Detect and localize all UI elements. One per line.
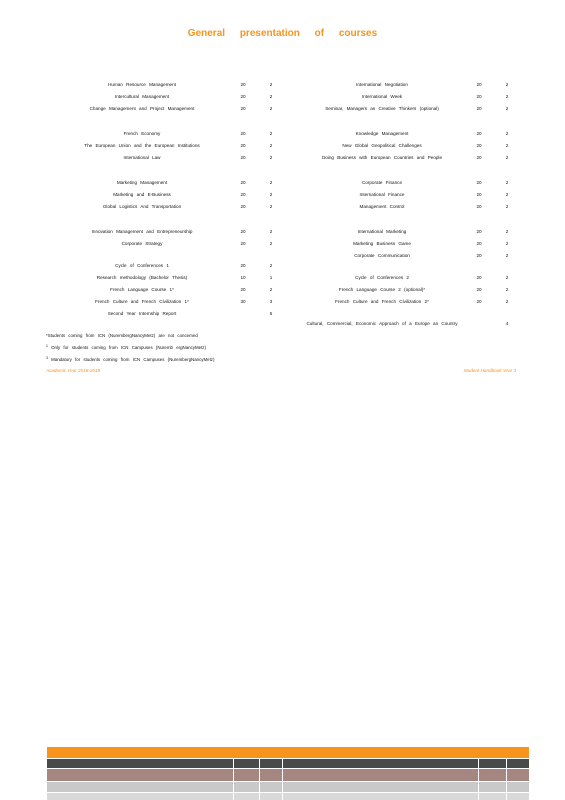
course-name: French Language Course 1* <box>110 287 174 292</box>
course-name: Research methodology (Bachelor Thesis) <box>96 275 188 280</box>
course-hours: 20 <box>476 192 482 197</box>
course-hours: 20 <box>476 155 482 160</box>
course-credits: 2 <box>505 192 509 197</box>
footnote-text: Mandatory for students coming from ICN Campuses (NurembergNancyMetz) <box>51 357 215 362</box>
course-credits: 4 <box>505 321 509 326</box>
table-row <box>47 769 529 781</box>
course-credits: 2 <box>505 131 509 136</box>
course-hours: 20 <box>476 275 482 280</box>
table-row <box>300 91 520 103</box>
course-name: Corporate Strategy <box>121 241 163 246</box>
course-hours: 20 <box>476 106 482 111</box>
table-row <box>300 226 520 238</box>
course-credits: 2 <box>269 229 273 234</box>
course-name: International Marketing <box>357 229 407 234</box>
table-row <box>47 793 529 800</box>
table-row <box>300 140 520 152</box>
course-name: Cycle of Conferences 2 <box>355 275 409 280</box>
course-name: The European Union and the European Institutions <box>84 143 200 148</box>
course-hours: 20 <box>476 82 482 87</box>
course-hours: 20 <box>476 299 482 304</box>
course-hours <box>228 308 258 320</box>
course-name: Knowledge Management <box>355 131 409 136</box>
course-name: International Finance <box>359 192 405 197</box>
column-divider <box>233 759 234 800</box>
course-credits: 2 <box>505 299 509 304</box>
course-credits: 2 <box>269 263 273 268</box>
table-row <box>56 201 284 213</box>
course-hours: 20 <box>240 204 246 209</box>
course-name: Marketing and E-Business <box>113 192 171 197</box>
course-credits: 2 <box>505 253 509 258</box>
table-row <box>56 296 284 308</box>
table-header-bar <box>47 747 529 758</box>
course-name: Intercultural Management <box>114 94 170 99</box>
table-row <box>56 91 284 103</box>
footer-handbook: Student Handbook Year 3 <box>463 368 516 373</box>
course-hours: 20 <box>476 287 482 292</box>
course-name: Doing Business with European Countries and People <box>321 155 443 160</box>
table-row <box>56 177 284 189</box>
course-hours: 20 <box>240 287 246 292</box>
course-name: French Economy <box>123 131 161 136</box>
column-divider <box>282 759 283 800</box>
footnotes <box>46 330 214 365</box>
table-row <box>56 284 284 296</box>
course-hours: 20 <box>476 180 482 185</box>
course-name: French Language Course 2 (optional)* <box>338 287 426 292</box>
course-hours <box>464 318 494 330</box>
course-credits: 2 <box>269 106 273 111</box>
course-hours: 20 <box>476 204 482 209</box>
table-row <box>56 260 284 272</box>
course-hours: 20 <box>240 94 246 99</box>
course-name: Marketing Management <box>116 180 168 185</box>
course-hours: 10 <box>240 275 246 280</box>
course-credits: 2 <box>269 241 273 246</box>
course-name: French Culture and French Civilization 1* <box>95 299 189 304</box>
course-hours: 20 <box>476 143 482 148</box>
course-hours: 20 <box>476 253 482 258</box>
course-credits: 2 <box>269 94 273 99</box>
left-course-table <box>56 79 284 320</box>
table-row <box>47 782 529 792</box>
course-credits: 2 <box>505 287 509 292</box>
course-credits: 2 <box>269 204 273 209</box>
course-credits: 2 <box>269 143 273 148</box>
table-row <box>300 318 520 330</box>
table-row <box>300 79 520 91</box>
table-row <box>300 103 520 115</box>
course-credits: 2 <box>505 180 509 185</box>
table-row <box>56 128 284 140</box>
table-row <box>300 296 520 308</box>
course-hours: 20 <box>240 106 246 111</box>
table-row <box>300 201 520 213</box>
course-name: French Culture and French Civilization 2* <box>335 299 429 304</box>
course-name: Corporate Communication <box>354 253 410 258</box>
table-row <box>300 272 520 284</box>
table-row <box>300 177 520 189</box>
course-hours: 20 <box>240 263 246 268</box>
course-credits: 2 <box>505 143 509 148</box>
course-credits: 2 <box>505 275 509 280</box>
course-hours: 20 <box>240 155 246 160</box>
course-name: Cycle of Conferences 1 <box>115 263 169 268</box>
course-hours: 20 <box>240 143 246 148</box>
table-row <box>300 128 520 140</box>
table-row <box>56 308 284 320</box>
course-credits: 2 <box>269 155 273 160</box>
table-row <box>300 284 520 296</box>
course-hours: 30 <box>240 299 246 304</box>
table-row <box>56 140 284 152</box>
column-divider <box>259 759 260 800</box>
course-name: Seminar, Managers as Creative Thinkers (optional) <box>325 106 439 111</box>
course-credits: 2 <box>269 82 273 87</box>
table-row <box>56 272 284 284</box>
course-credits: 2 <box>505 106 509 111</box>
course-name: International Law <box>123 155 161 160</box>
course-credits: 2 <box>269 192 273 197</box>
course-name: New Global Geopolitical Challenges <box>342 143 422 148</box>
course-name: International Negotiation <box>356 82 408 87</box>
course-hours: 20 <box>240 192 246 197</box>
footnote-marker: 3 <box>46 356 48 360</box>
course-name: Global Logistics And Transportation <box>102 204 182 209</box>
course-credits: 2 <box>269 131 273 136</box>
table-row <box>56 189 284 201</box>
table-row <box>56 238 284 250</box>
table-row <box>300 250 520 262</box>
table-row <box>300 189 520 201</box>
footer-academic-year: Academic Year 2018-2019 <box>46 368 101 373</box>
table-row <box>56 79 284 91</box>
course-hours: 20 <box>240 82 246 87</box>
table-row <box>56 103 284 115</box>
table-row <box>56 226 284 238</box>
course-credits: 2 <box>269 180 273 185</box>
course-credits: 2 <box>505 94 509 99</box>
course-name: Human Resource Management <box>108 82 176 87</box>
footnote-2 <box>46 341 214 353</box>
table-row <box>56 152 284 164</box>
course-name: Corporate Finance <box>361 180 403 185</box>
table-header-row <box>47 759 529 768</box>
course-name: Marketing Business Game <box>353 241 411 246</box>
course-credits: 2 <box>505 155 509 160</box>
course-credits: 2 <box>505 229 509 234</box>
course-hours: 20 <box>240 241 246 246</box>
footnote-text: Only for students coming from ICN Campuses (Nuremb ergNancyMetz) <box>51 345 206 350</box>
column-divider <box>506 759 507 800</box>
footnote-marker: 1 <box>46 344 48 348</box>
course-credits: 2 <box>269 287 273 292</box>
course-hours: 20 <box>240 180 246 185</box>
course-hours: 20 <box>240 131 246 136</box>
right-course-table <box>300 79 520 330</box>
course-name: Management Control <box>359 204 405 209</box>
footnote-1: *Students coming from ICN (NurembergNancyMetz) are not concerned <box>46 333 198 338</box>
course-credits: 2 <box>505 82 509 87</box>
course-hours: 20 <box>476 229 482 234</box>
course-credits: 3 <box>269 299 273 304</box>
course-credits: 2 <box>505 204 509 209</box>
course-name: Second Year Internship Report <box>107 311 177 316</box>
course-credits: 1 <box>269 275 273 280</box>
column-divider <box>478 759 479 800</box>
course-hours: 20 <box>240 229 246 234</box>
course-name: Cultural, Commercial, Economic Approach of a Europe an Country <box>306 321 458 326</box>
course-hours: 20 <box>476 131 482 136</box>
page-title: General presentation of courses <box>187 28 378 39</box>
course-credits: 5 <box>269 311 273 316</box>
course-credits: 2 <box>505 241 509 246</box>
table-row <box>300 152 520 164</box>
footnote-3 <box>46 353 214 365</box>
course-hours: 20 <box>476 94 482 99</box>
course-hours: 20 <box>476 241 482 246</box>
course-name: Change Management and Project Management <box>89 106 195 111</box>
course-name: International Week <box>361 94 403 99</box>
course-name: Innovation Management and Entrepreneurship <box>91 229 193 234</box>
table-row <box>300 238 520 250</box>
